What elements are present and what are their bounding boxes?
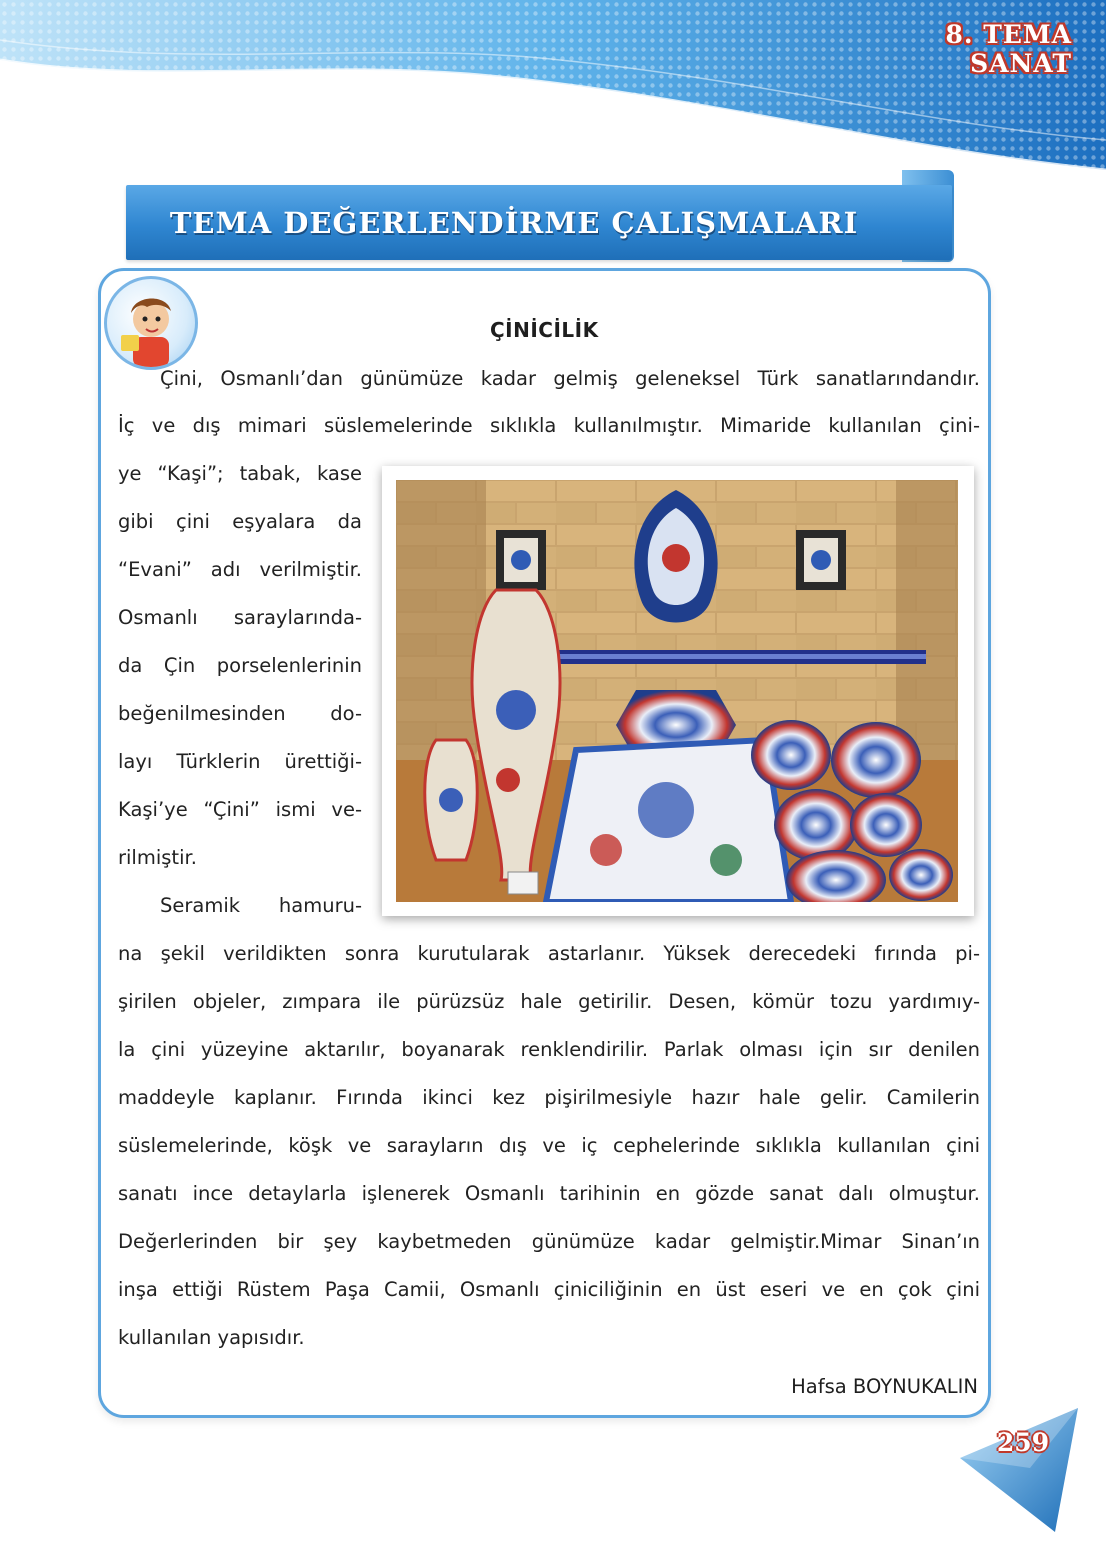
text-line: Çini, Osmanlı’dan günümüze kadar gelmiş geleneksel Türk sanatlarındandır.	[160, 367, 980, 390]
text-line: “Evani” adı verilmiştir.	[118, 558, 362, 581]
page-corner-decoration	[960, 1408, 1080, 1534]
theme-number: 8. TEMA	[945, 20, 1072, 49]
theme-tag	[945, 20, 1072, 78]
text-line: maddeyle kaplanır. Fırında ikinci kez pişirilmesiyle hazır hale gelir. Camilerin	[118, 1086, 980, 1109]
text-line: Değerlerinden bir şey kaybetmeden günümüze kadar gelmiştir.Mimar Sinan’ın	[118, 1230, 980, 1253]
student-avatar-icon	[104, 276, 198, 370]
text-line: süslemelerinde, köşk ve sarayların dış ve iç cephelerinde sıklıkla kullanılan çini	[118, 1134, 980, 1157]
theme-name: SANAT	[970, 49, 1072, 78]
article-title: ÇİNİCİLİK	[490, 318, 599, 342]
text-line: İç ve dış mimari süslemelerinde sıklıkla kullanılmıştır. Mimaride kullanılan çini-	[118, 414, 980, 437]
text-line: Osmanlı saraylarında-	[118, 606, 362, 629]
text-line: rilmiştir.	[118, 846, 197, 869]
ceramics-photo	[396, 480, 958, 902]
text-line: şirilen objeler, zımpara ile pürüzsüz hale getirilir. Desen, kömür tozu yardımıy-	[118, 990, 980, 1013]
text-line: da Çin porselenlerinin	[118, 654, 362, 677]
header-wave-decoration	[0, 0, 1106, 180]
text-line: sanatı ince detaylarla işlenerek Osmanlı tarihinin en gözde sanat dalı olmuştur.	[118, 1182, 980, 1205]
text-line: kullanılan yapısıdır.	[118, 1326, 305, 1349]
banner-title: TEMA DEĞERLENDİRME ÇALIŞMALARI	[169, 205, 859, 240]
text-line: beğenilmesinden do-	[118, 702, 362, 725]
text-line: Kaşi’ye “Çini” ismi ve-	[118, 798, 362, 821]
text-line: inşa ettiği Rüstem Paşa Camii, Osmanlı çiniciliğinin en üst eseri ve en çok çini	[118, 1278, 980, 1301]
text-line: ye “Kaşi”; tabak, kase	[118, 462, 362, 485]
text-line: Seramik hamuru-	[160, 894, 362, 917]
text-line: na şekil verildikten sonra kurutularak astarlanır. Yüksek derecedeki fırında pi-	[118, 942, 980, 965]
text-line: la çini yüzeyine aktarılır, boyanarak renklendirilir. Parlak olması için sır denilen	[118, 1038, 980, 1061]
author-name: Hafsa BOYNUKALIN	[791, 1375, 978, 1398]
text-line: layı Türklerin ürettiği-	[118, 750, 362, 773]
text-line: gibi çini eşyalara da	[118, 510, 362, 533]
page-number: 259	[996, 1428, 1050, 1457]
